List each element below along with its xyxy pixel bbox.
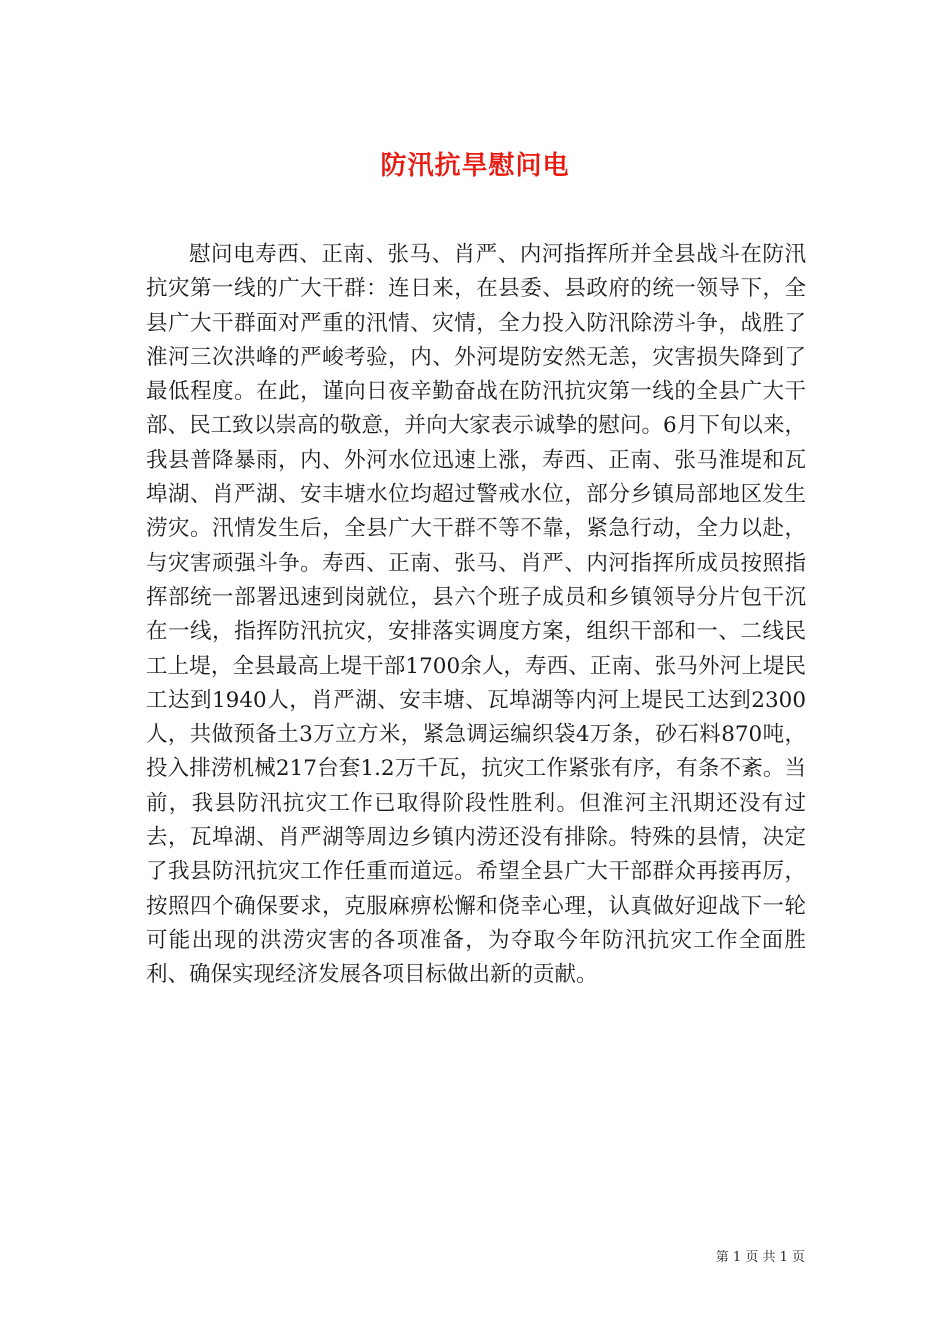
page-title: 防汛抗旱慰问电: [380, 151, 570, 182]
page-number-footer: 第 1 页 共 1 页: [715, 1250, 805, 1265]
body-paragraph: 慰问电寿西、正南、张马、肖严、内河指挥所并全县战斗在防汛抗灾第一线的广大干群：连日来，在县委、县政府的统一领导下，全县广大干群面对严重的汛情、灾情，全力投入防汛除涝斗争，战胜了淮河三次洪峰的严峻考验，内、外河堤防安然无恙，灾害损失降到了最低程度。在此，谨向日夜辛勤奋战在防汛抗灾第一线的全县广大干部、民工致以崇高的敬意，并向大家表示诚挚的慰问。6月下旬以来，我县普降暴雨，内、外河水位迅速上涨，寿西、正南、张马淮堤和瓦埠湖、肖严湖、安丰塘水位均超过警戒水位，部分乡镇局部地区发生涝灾。汛情发生后，全县广大干群不等不靠，紧急行动，全力以赴，与灾害顽强斗争。寿西、正南、张马、肖严、内河指挥所成员按照指挥部统一部署迅速到岗就位，县六个班子成员和乡镇领导分片包干沉在一线，指挥防汛抗灾，安排落实调度方案，组织干部和一、二线民工上堤，全县最高上堤干部1700余人，寿西、正南、张马外河上堤民工达到1940人，肖严湖、安丰塘、瓦埠湖等内河上堤民工达到2300人，共做预备土3万立方米，紧急调运编织袋4万条，砂石料870吨，投入排涝机械217台套1.2万千瓦，抗灾工作紧张有序，有条不紊。当前，我县防汛抗灾工作已取得阶段性胜利。但淮河主汛期还没有过去，瓦埠湖、肖严湖等周边乡镇内涝还没有排除。特殊的县情，决定了我县防汛抗灾工作任重而道远。希望全县广大干部群众再接再厉，按照四个确保要求，克服麻痹松懈和侥幸心理，认真做好迎战下一轮可能出现的洪涝灾害的各项准备，为夺取今年防汛抗灾工作全面胜利、确保实现经济发展各项目标做出新的贡献。: [146, 242, 806, 988]
